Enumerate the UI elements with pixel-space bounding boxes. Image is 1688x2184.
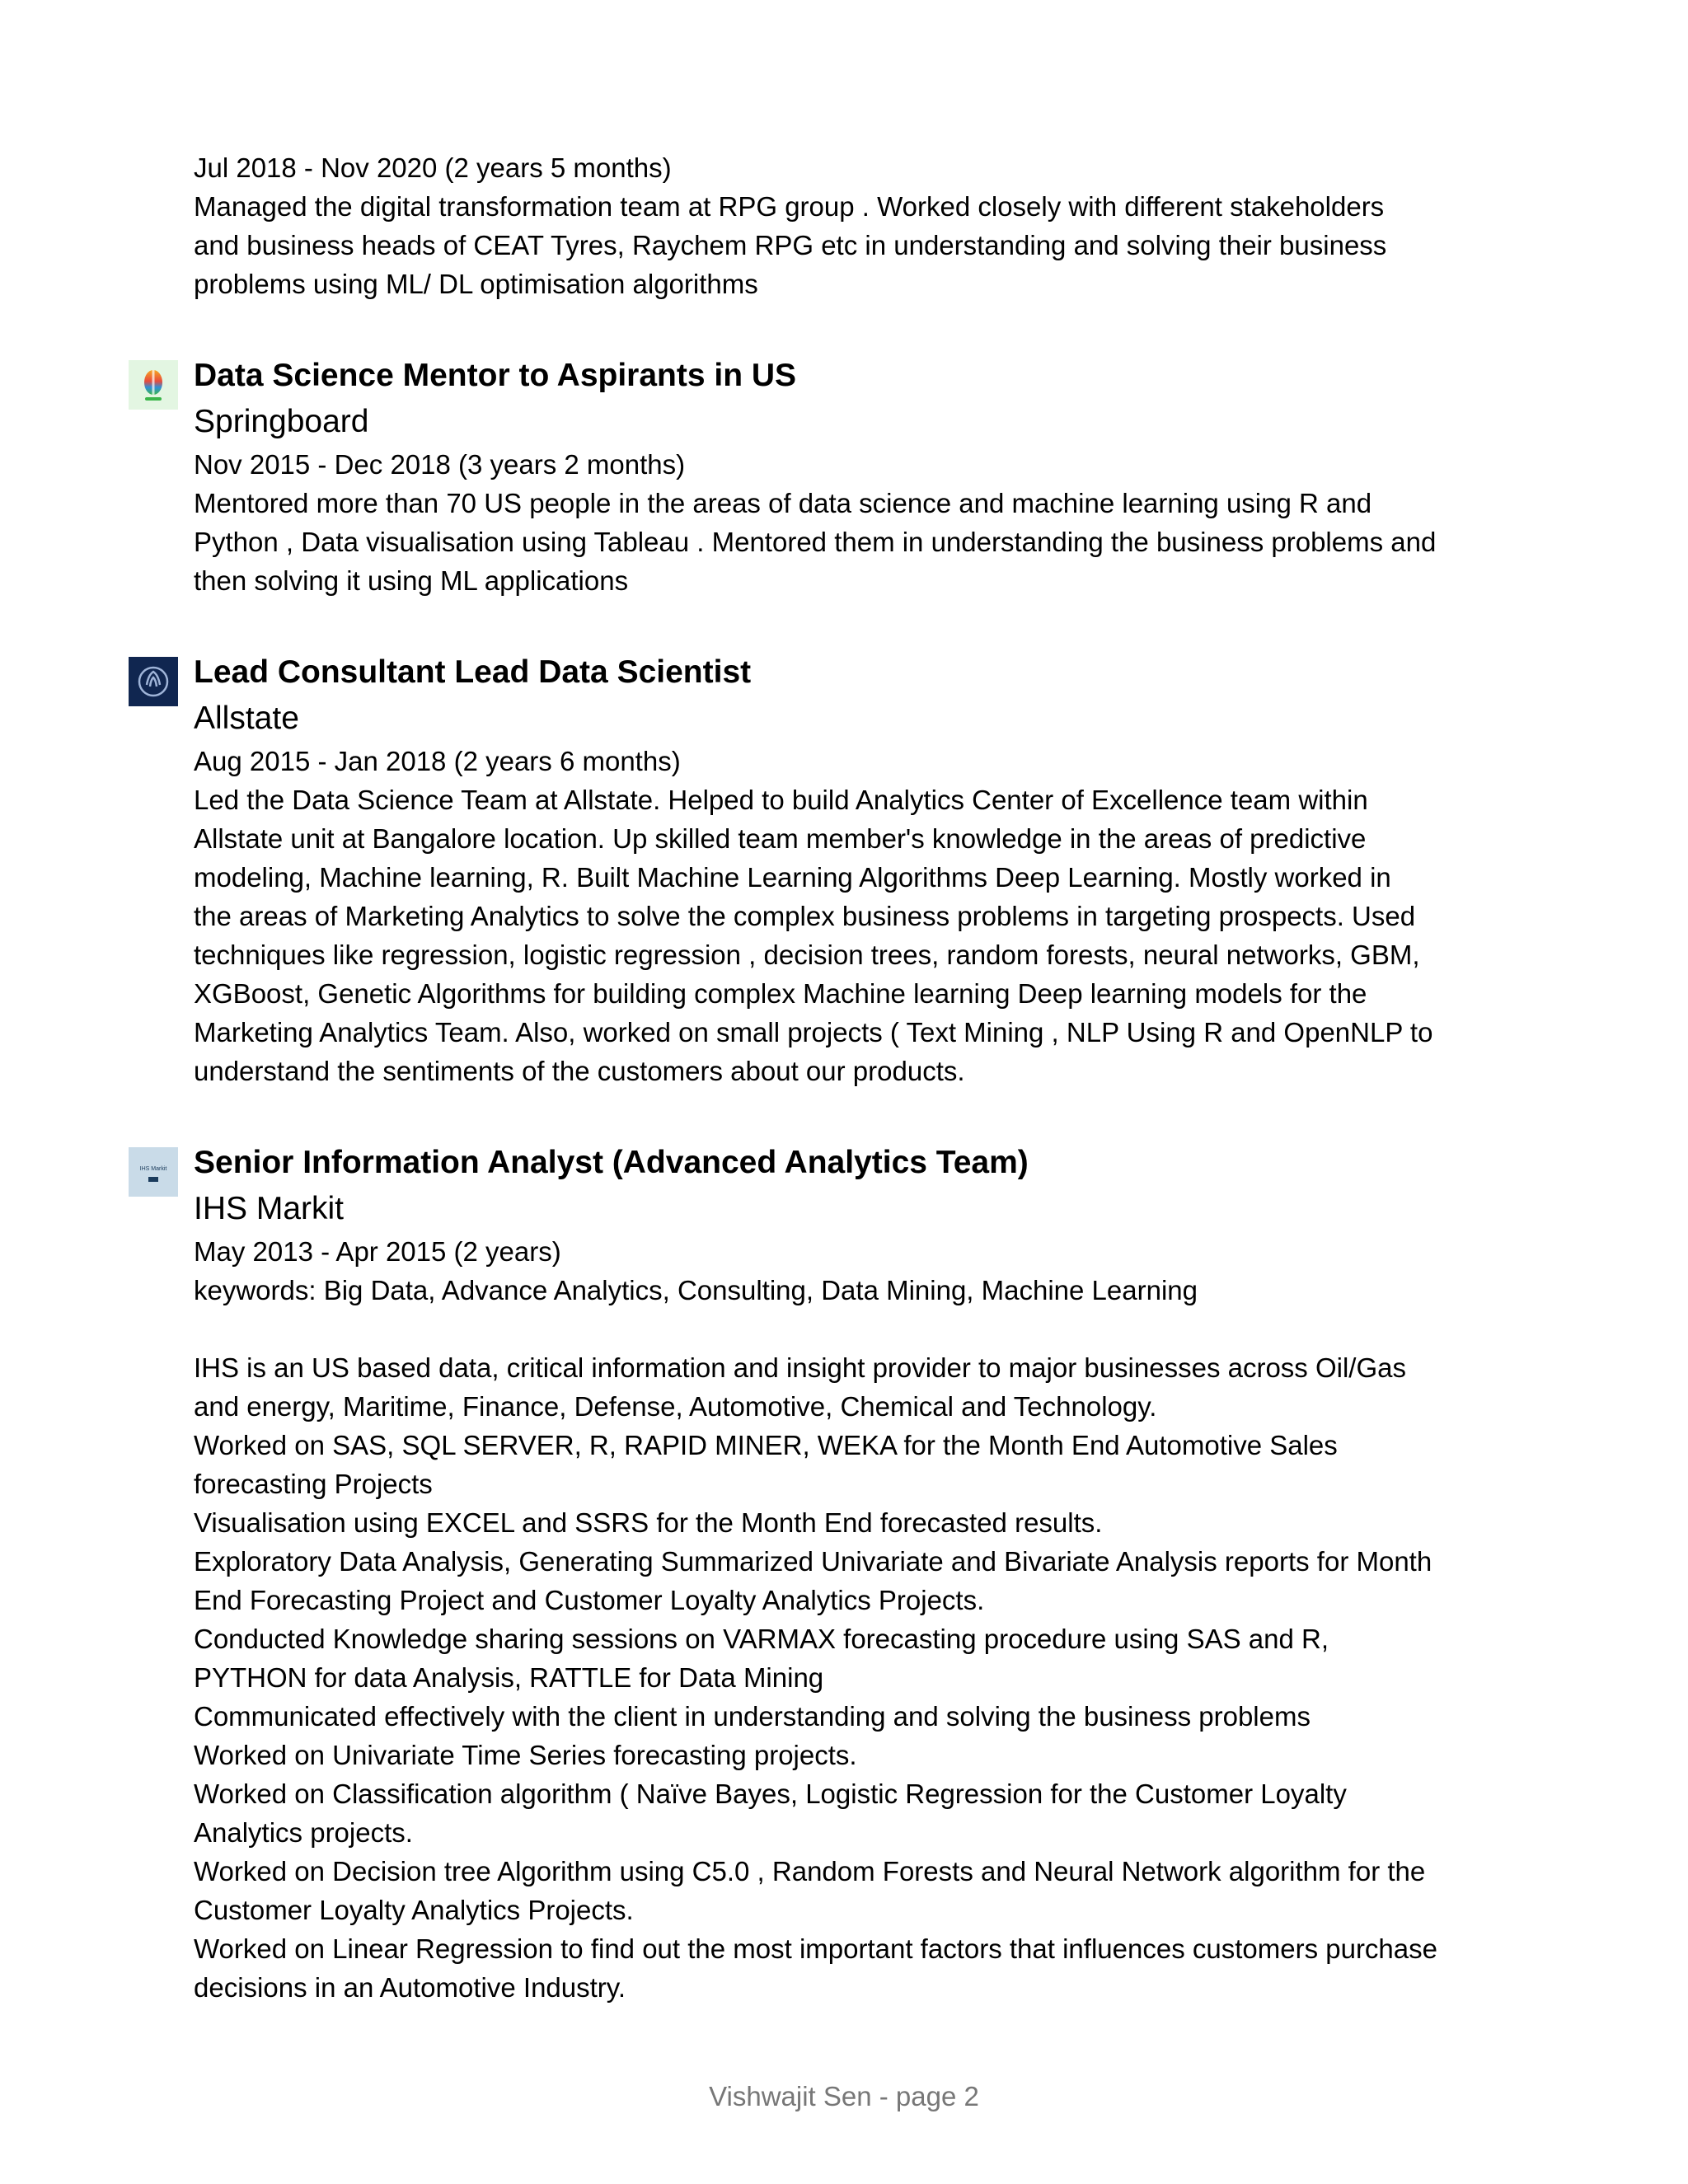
job-description-line: Visualisation using EXCEL and SSRS for the Month End forecasted results.	[194, 1507, 1103, 1538]
job-description-line: Analytics projects.	[194, 1817, 413, 1848]
job-description-line: IHS is an US based data, critical information and insight provider to major businesses across Oil/Gas	[194, 1352, 1406, 1383]
allstate-logo-icon	[129, 657, 178, 706]
job-date-range: May 2013 - Apr 2015 (2 years)	[194, 1236, 561, 1267]
job-description-line: techniques like regression, logistic regression , decision trees, random forests, neural networks, GBM,	[194, 940, 1420, 970]
job-description-line: Marketing Analytics Team. Also, worked on small projects ( Text Mining , NLP Using R and OpenNLP to	[194, 1017, 1433, 1047]
experience-entry-allstate	[194, 649, 1479, 1090]
springboard-logo-icon	[129, 360, 178, 410]
blank-line	[194, 1310, 1479, 1348]
job-description-line: Allstate unit at Bangalore location. Up skilled team member's knowledge in the areas of predictive	[194, 823, 1367, 854]
job-description-line: modeling, Machine learning, R. Built Machine Learning Algorithms Deep Learning. Mostly worked in	[194, 862, 1391, 893]
job-description-line: understand the sentiments of the customers about our products.	[194, 1056, 965, 1086]
job-keywords: keywords: Big Data, Advance Analytics, Consulting, Data Mining, Machine Learning	[194, 1275, 1198, 1305]
company-name: Allstate	[194, 701, 299, 736]
company-name: IHS Markit	[194, 1191, 345, 1226]
company-name: Springboard	[194, 404, 369, 439]
intro-description-line: and business heads of CEAT Tyres, Raychem RPG etc in understanding and solving their business	[194, 230, 1387, 260]
job-title: Data Science Mentor to Aspirants in US	[194, 358, 797, 393]
job-description-line: XGBoost, Genetic Algorithms for building complex Machine learning Deep learning models for the	[194, 978, 1367, 1009]
job-description-line: Worked on Classification algorithm ( Naïve Bayes, Logistic Regression for the Customer Loyalty	[194, 1779, 1347, 1809]
job-title: Lead Consultant Lead Data Scientist	[194, 654, 752, 690]
ihs-logo-text: IHS Markit	[139, 1166, 167, 1172]
job-date-range: Aug 2015 - Jan 2018 (2 years 6 months)	[194, 746, 681, 776]
page-footer: Vishwajit Sen - page 2	[709, 2081, 979, 2111]
intro-date: Jul 2018 - Nov 2020 (2 years 5 months)	[194, 152, 672, 183]
job-description-line: Mentored more than 70 US people in the areas of data science and machine learning using R and	[194, 488, 1372, 518]
job-description-line: Customer Loyalty Analytics Projects.	[194, 1895, 634, 1925]
experience-entry-ihs-markit	[139, 1140, 1479, 2007]
job-description-line: Worked on Univariate Time Series forecasting projects.	[194, 1740, 857, 1770]
job-title: Senior Information Analyst (Advanced Analytics Team)	[194, 1145, 1029, 1180]
job-description-line: Worked on Linear Regression to find out the most important factors that influences customers purchase	[194, 1933, 1437, 1964]
ihs-markit-logo-icon	[129, 1147, 178, 1197]
job-description-line: Led the Data Science Team at Allstate. Helped to build Analytics Center of Excellence team within	[194, 785, 1368, 815]
job-description-line: Exploratory Data Analysis, Generating Summarized Univariate and Bivariate Analysis reports for Month	[194, 1546, 1432, 1577]
job-description-line: Communicated effectively with the client in understanding and solving the business problems	[194, 1701, 1311, 1732]
job-description-line: Python , Data visualisation using Tableau . Mentored them in understanding the business problems and	[194, 527, 1437, 557]
job-description-line: then solving it using ML applications	[194, 565, 629, 596]
job-date-range: Nov 2015 - Dec 2018 (3 years 2 months)	[194, 449, 686, 480]
intro-entry	[194, 148, 1479, 303]
job-description-line: and energy, Maritime, Finance, Defense, Automotive, Chemical and Technology.	[194, 1391, 1157, 1422]
job-description-line: PYTHON for data Analysis, RATTLE for Data Mining	[194, 1662, 824, 1693]
job-description-line: Conducted Knowledge sharing sessions on VARMAX forecasting procedure using SAS and R,	[194, 1624, 1329, 1654]
experience-entry-springboard	[194, 353, 1479, 600]
intro-description-line: problems using ML/ DL optimisation algorithms	[194, 269, 758, 299]
job-description-line: decisions in an Automotive Industry.	[194, 1972, 626, 2003]
job-description-line: the areas of Marketing Analytics to solve the complex business problems in targeting prospects. Used	[194, 901, 1416, 931]
job-description-line: Worked on SAS, SQL SERVER, R, RAPID MINER, WEKA for the Month End Automotive Sales	[194, 1430, 1338, 1460]
job-description-line: forecasting Projects	[194, 1469, 433, 1499]
job-description-line: Worked on Decision tree Algorithm using C5.0 , Random Forests and Neural Network algorithm for the	[194, 1856, 1426, 1886]
resume-content	[139, 148, 1479, 2007]
intro-description-line: Managed the digital transformation team at RPG group . Worked closely with different stakeholders	[194, 191, 1385, 222]
job-description-line: End Forecasting Project and Customer Loyalty Analytics Projects.	[194, 1585, 985, 1615]
